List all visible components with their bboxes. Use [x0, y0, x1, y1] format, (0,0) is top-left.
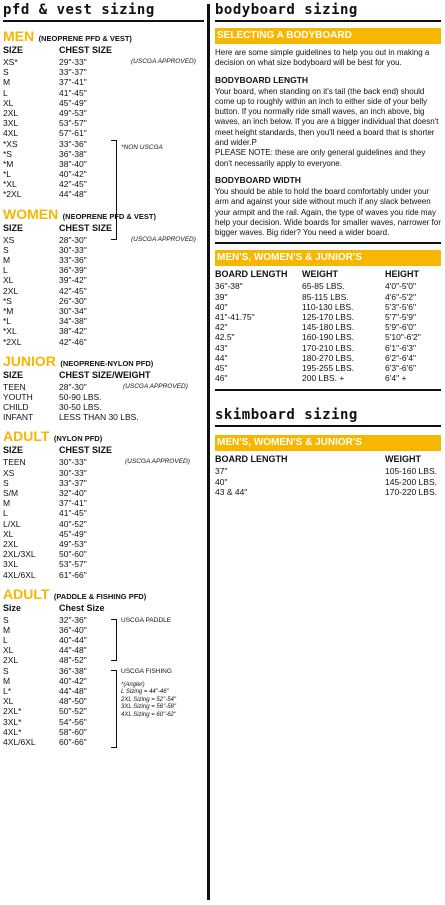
table-cell: 61"-66" [59, 569, 87, 580]
table-row [3, 655, 204, 665]
table-cell: L* [3, 686, 12, 696]
women-size-header: SIZE [3, 222, 24, 233]
table-row [3, 139, 204, 149]
table-row [3, 727, 204, 737]
table-cell: LESS THAN 30 LBS. [59, 412, 139, 423]
length-title: BODYBOARD LENGTH [215, 74, 309, 85]
table-row [3, 468, 204, 478]
table-cell: 42.5" [215, 332, 235, 343]
table-row [215, 363, 441, 373]
table-row [215, 302, 441, 312]
table-row [3, 306, 204, 316]
table-cell: M [3, 624, 11, 635]
table-cell: 4XL/6XL [3, 736, 36, 747]
table-cell: 49"-53" [59, 538, 87, 549]
table-cell: 2XL [3, 285, 19, 296]
table-cell: 160-190 LBS. [302, 332, 354, 343]
table-cell: 37"-41" [59, 498, 87, 509]
table-cell: S [3, 665, 9, 676]
selecting-title: SELECTING A BODYBOARD [215, 28, 441, 44]
table-cell: 170-220 LBS. [385, 486, 437, 497]
table-row [3, 549, 204, 559]
table-cell: S [3, 477, 9, 488]
adult-paddle-rows [3, 615, 204, 747]
table-cell: 33"-37" [59, 67, 87, 78]
table-row [3, 77, 204, 87]
table-row [3, 478, 204, 488]
table-row [215, 312, 441, 322]
table-cell: 32"-36" [59, 614, 87, 625]
table-row [3, 498, 204, 508]
table-row [3, 508, 204, 518]
table-cell: *M [3, 158, 14, 169]
table-cell: 28"-30" [59, 381, 87, 392]
table-row [3, 169, 204, 179]
adult-nylon-title: ADULT [3, 428, 50, 445]
table-cell: 50"-52" [59, 706, 87, 717]
bodyboard-table-rule [215, 389, 441, 391]
table-cell: 38"-42" [59, 326, 87, 337]
table-row [215, 322, 441, 332]
table-cell: 3XL [3, 559, 19, 570]
junior-chest-header: CHEST SIZE/WEIGHT [59, 369, 151, 380]
table-cell: CHILD [3, 402, 29, 413]
table-cell: 200 LBS. + [302, 373, 345, 384]
table-cell: 36"-38" [59, 148, 87, 159]
table-row [3, 570, 204, 580]
adult-paddle-subtitle: (PADDLE & FISHING PFD) [53, 591, 147, 601]
table-row [3, 88, 204, 98]
table-cell: 2XL [3, 107, 19, 118]
men-uscga-note: (USCGA APPROVED) [131, 58, 196, 65]
table-cell: 4XL [3, 128, 19, 139]
men-section [3, 28, 204, 200]
table-cell: TEEN [3, 381, 26, 392]
table-cell: 26"-30" [59, 295, 87, 306]
men-title: MEN [3, 28, 35, 44]
table-cell: 37" [215, 466, 228, 477]
pfd-vest-column [3, 0, 204, 747]
table-row [3, 245, 204, 255]
table-row [3, 118, 204, 128]
table-cell: 36"-40" [59, 624, 87, 635]
table-cell: 125-170 LBS. [302, 312, 354, 323]
bodyboard-table-title: MEN'S, WOMEN'S & JUNIOR'S [215, 250, 441, 266]
table-cell: M [3, 77, 11, 88]
table-cell: 2XL [3, 538, 19, 549]
table-cell: 5'9"-6'0" [385, 322, 417, 333]
table-row [3, 645, 204, 655]
adult-nylon-size-header: SIZE [3, 445, 24, 456]
men-non-uscga-note: *NON USCGA [121, 144, 163, 151]
table-row [3, 296, 204, 306]
table-cell: 4XL/6XL [3, 569, 36, 580]
table-cell: 30"-33" [59, 467, 87, 478]
table-cell: 30"-34" [59, 305, 87, 316]
table-row [3, 737, 204, 747]
table-cell: 45"-49" [59, 528, 87, 539]
adult-nylon-chest-header: CHEST SIZE [59, 445, 113, 456]
table-row [215, 292, 441, 302]
table-cell: XL [3, 97, 14, 108]
table-cell: 39" [215, 291, 228, 302]
table-cell: 28"-30" [59, 234, 87, 245]
table-cell: 6'3"-6'6" [385, 362, 417, 373]
table-row [3, 149, 204, 159]
table-cell: 33"-37" [59, 477, 87, 488]
table-cell: 4XL* [3, 726, 22, 737]
junior-rows [3, 382, 204, 423]
bodyboard-column [215, 0, 441, 497]
table-cell: *XL [3, 179, 17, 190]
table-row [3, 316, 204, 326]
table-row [3, 488, 204, 498]
table-cell: S [3, 67, 9, 78]
table-cell: 44"-48" [59, 645, 87, 656]
adult-nylon-subtitle: (NYLON PFD) [53, 434, 103, 444]
bodyboard-rows [215, 281, 441, 383]
table-cell: *M [3, 305, 14, 316]
table-cell: *L [3, 316, 12, 327]
table-cell: 37"-41" [59, 77, 87, 88]
table-cell: 3XL* [3, 716, 22, 727]
table-cell: S [3, 614, 9, 625]
table-row [3, 67, 204, 77]
table-cell: 48"-52" [59, 655, 87, 666]
table-cell: 29"-33" [59, 57, 87, 67]
table-cell: S [3, 244, 9, 255]
skimboard-title: skimboard sizing [215, 405, 441, 427]
women-section [3, 206, 204, 347]
bodyboard-title: bodyboard sizing [215, 0, 441, 22]
table-cell: 65-85 LBS. [302, 281, 345, 292]
adult-nylon-section [3, 428, 204, 579]
table-cell: 41"-45" [59, 87, 87, 98]
table-cell: 45" [215, 362, 228, 373]
table-cell: 2XL [3, 655, 19, 666]
table-cell: 30-50 LBS. [59, 402, 102, 413]
men-size-header: SIZE [3, 45, 24, 55]
table-cell: 50-90 LBS. [59, 391, 102, 402]
table-cell: 48"-50" [59, 696, 87, 707]
men-chest-header: CHEST SIZE [59, 45, 113, 55]
table-cell: L [3, 87, 8, 98]
pfd-vest-title: pfd & vest sizing [3, 0, 204, 22]
table-cell: 38"-40" [59, 158, 87, 169]
table-cell: 32"-40" [59, 488, 87, 498]
table-cell: 3XL [3, 118, 19, 129]
table-cell: 46" [215, 373, 228, 384]
table-cell: 36"-39" [59, 265, 87, 276]
table-cell: L [3, 508, 8, 519]
table-row [3, 98, 204, 108]
table-cell: 40"-42" [59, 169, 87, 180]
table-cell: XL [3, 696, 14, 707]
table-row [3, 666, 204, 676]
table-cell: XL [3, 528, 14, 539]
junior-subtitle: (NEOPRENE-NYLON PFD) [60, 358, 154, 368]
table-row [3, 159, 204, 169]
table-cell: 41"-45" [59, 508, 87, 519]
table-cell: 170-210 LBS. [302, 342, 354, 353]
angler-note: 4XL Sizing = 60"-62" [121, 711, 177, 718]
table-cell: 2XL/3XL [3, 549, 36, 560]
table-cell: 195-255 LBS. [302, 362, 354, 373]
table-cell: 40" [215, 476, 228, 487]
table-cell: *2XL [3, 189, 22, 200]
table-row [215, 373, 441, 383]
table-cell: 36"-38" [59, 665, 87, 676]
angler-note: 3XL Sizing = 56"-58" [121, 704, 177, 711]
table-cell: *2XL [3, 336, 22, 347]
table-cell: 42"-45" [59, 179, 87, 190]
table-cell: 58"-60" [59, 726, 87, 737]
table-row [3, 265, 204, 275]
table-cell: 30"-33" [59, 244, 87, 255]
skimboard-table-title: MEN'S, WOMEN'S & JUNIOR'S [215, 435, 441, 451]
skimboard-section [215, 405, 441, 497]
table-cell: 110-130 LBS. [302, 301, 354, 312]
table-cell: 6'4" + [385, 373, 407, 384]
table-cell: 39"-42" [59, 275, 87, 286]
table-row [3, 179, 204, 189]
bodyboard-rule [215, 242, 441, 244]
angler-note: L Sizing = 44"-46" [121, 689, 169, 696]
table-row [3, 255, 204, 265]
table-row [3, 529, 204, 539]
table-cell: 50"-60" [59, 549, 87, 560]
adult-paddle-section [3, 586, 204, 747]
table-cell: TEEN [3, 457, 26, 468]
table-cell: 2XL* [3, 706, 22, 717]
width-title: BODYBOARD WIDTH [215, 174, 301, 185]
women-chest-header: CHEST SIZE [59, 222, 113, 233]
table-cell: M [3, 675, 11, 686]
table-cell: 5'7"-5'9" [385, 312, 417, 323]
fishing-bracket [111, 670, 117, 748]
table-cell: 145-180 LBS. [302, 322, 354, 333]
table-cell: 5'10"-6'2" [385, 332, 421, 343]
table-row [3, 519, 204, 529]
table-cell: L [3, 635, 8, 646]
please-note: PLEASE NOTE: these are only general guidelines and they don't necessarily apply to everyone. [215, 148, 426, 168]
table-cell: 60"-66" [59, 736, 87, 747]
table-row [215, 353, 441, 363]
women-subtitle: (NEOPRENE PFD & VEST) [62, 211, 157, 221]
table-cell: 44" [215, 352, 228, 363]
table-row [3, 539, 204, 549]
table-cell: XS [3, 467, 15, 478]
table-row [3, 412, 204, 422]
table-cell: 53"-57" [59, 118, 87, 129]
adult-paddle-size-header: Size [3, 602, 22, 613]
table-cell: 180-270 LBS. [302, 352, 354, 363]
men-rows [3, 57, 204, 200]
adult-paddle-title: ADULT [3, 585, 50, 602]
table-cell: L/XL [3, 518, 21, 529]
table-row [3, 615, 204, 625]
table-cell: 105-160 LBS. [385, 466, 437, 477]
width-text: You should be able to hold the board comfortably under your arm and against your side without much if any slack between your armpit and the rail. Again, the type of waves you ride may help your decision. Wide boards for smaller waves, narrower for bigger waves. Big rider? You need a wider board. [215, 186, 441, 238]
adult-nylon-uscga-note: (USCGA APPROVED) [125, 458, 190, 466]
table-cell: 44"-48" [59, 686, 87, 696]
table-row [3, 189, 204, 199]
skimboard-rows [215, 466, 441, 497]
table-cell: XL [3, 645, 14, 656]
table-cell: M [3, 498, 11, 509]
table-row [3, 392, 204, 402]
table-cell: L [3, 265, 8, 276]
table-cell: 57"-61" [59, 128, 87, 139]
table-row [3, 559, 204, 569]
women-title: WOMEN [3, 205, 59, 222]
women-uscga-note: (USCGA APPROVED) [131, 235, 196, 243]
table-cell: 34"-38" [59, 316, 87, 327]
table-cell: *XL [3, 326, 17, 337]
uscga-fishing-note: USCGA FISHING [121, 667, 172, 675]
table-cell: 6'1"-6'3" [385, 342, 417, 353]
angler-note: 2XL Sizing = 52"-54" [121, 696, 177, 703]
table-cell: 33"-36" [59, 255, 87, 265]
table-row [215, 466, 441, 476]
column-divider [207, 4, 210, 900]
table-cell: 44"-48" [59, 189, 87, 200]
table-row [3, 625, 204, 635]
table-cell: 43" [215, 342, 228, 353]
table-cell: 4'0"-5'0" [385, 281, 417, 292]
angler-note: *(Angler) [121, 681, 145, 688]
table-row [3, 337, 204, 347]
table-cell: 6'2"-6'4" [385, 352, 417, 363]
table-cell: XL [3, 275, 14, 286]
women-rows [3, 235, 204, 347]
table-cell: 145-200 LBS. [385, 476, 437, 487]
table-row [215, 343, 441, 353]
table-cell: 49"-53" [59, 107, 87, 118]
table-cell: 33"-36" [59, 138, 87, 149]
table-cell: 40" [215, 301, 228, 312]
table-cell: 42" [215, 322, 228, 333]
uscga-paddle-note: USCGA PADDLE [121, 616, 172, 624]
table-cell: *S [3, 295, 12, 306]
junior-section [3, 353, 204, 423]
paddle-bracket [111, 619, 117, 661]
skim-weight-header: WEIGHT [385, 454, 421, 465]
table-cell: 5'3"-5'6" [385, 301, 417, 312]
table-cell: 45"-49" [59, 97, 87, 108]
skim-length-header: BOARD LENGTH [215, 454, 288, 465]
men-bracket [111, 140, 117, 240]
table-row [215, 332, 441, 342]
adult-paddle-chest-header: Chest Size [59, 602, 105, 613]
selecting-section [215, 28, 441, 244]
table-cell: 40"-44" [59, 635, 87, 646]
weight-header: WEIGHT [302, 269, 338, 280]
table-cell: XS [3, 234, 15, 245]
table-row [3, 128, 204, 138]
table-cell: 36"-38" [215, 281, 243, 292]
table-row [3, 402, 204, 412]
table-row [3, 108, 204, 118]
table-row [215, 487, 441, 497]
table-cell: 4'6"-5'2" [385, 291, 417, 302]
junior-title: JUNIOR [3, 352, 56, 369]
length-text: Your board, when standing on it's tail (the back end) should come up to roughly within an inch to either side of your belly button. If you normally ride small waves, an inch above, big waves, an inch below. If you are a bigger individual that doesn't meet height standards, then you'll need a board that is shorter and wider.P [215, 86, 439, 148]
table-cell: 54"-56" [59, 716, 87, 727]
table-cell: XS* [3, 57, 18, 67]
table-cell: *S [3, 148, 12, 159]
selecting-intro: Here are some simple guidelines to help you out in making a decision on what size bodyboard will be best for you. [215, 48, 430, 68]
table-cell: 43 & 44" [215, 486, 248, 497]
table-row [3, 635, 204, 645]
table-row [215, 477, 441, 487]
table-cell: 41"-41.75" [215, 312, 255, 323]
junior-size-header: SIZE [3, 369, 24, 380]
table-cell: YOUTH [3, 391, 33, 402]
bodyboard-table [215, 250, 441, 391]
table-cell: 30"-33" [59, 457, 87, 468]
table-cell: *L [3, 169, 12, 180]
height-header: HEIGHT [385, 269, 420, 280]
angler-notes [121, 682, 176, 720]
junior-uscga-note: (USCGA APPROVED) [123, 382, 188, 390]
table-cell: 42"-46" [59, 336, 87, 347]
table-cell: *XS [3, 138, 18, 149]
adult-nylon-rows [3, 457, 204, 579]
men-subtitle: (NEOPRENE PFD & VEST) [38, 34, 132, 43]
table-cell: INFANT [3, 412, 34, 423]
table-cell: 85-115 LBS. [302, 291, 349, 302]
table-row [215, 281, 441, 291]
table-cell: 40"-52" [59, 518, 87, 529]
table-row [3, 286, 204, 296]
table-cell: 53"-57" [59, 559, 87, 570]
table-cell: 42"-45" [59, 285, 87, 296]
table-row [3, 275, 204, 285]
table-cell: M [3, 255, 11, 265]
table-row [3, 326, 204, 336]
table-cell: 40"-42" [59, 675, 87, 686]
board-length-header: BOARD LENGTH [215, 269, 288, 280]
table-cell: S/M [3, 488, 19, 498]
